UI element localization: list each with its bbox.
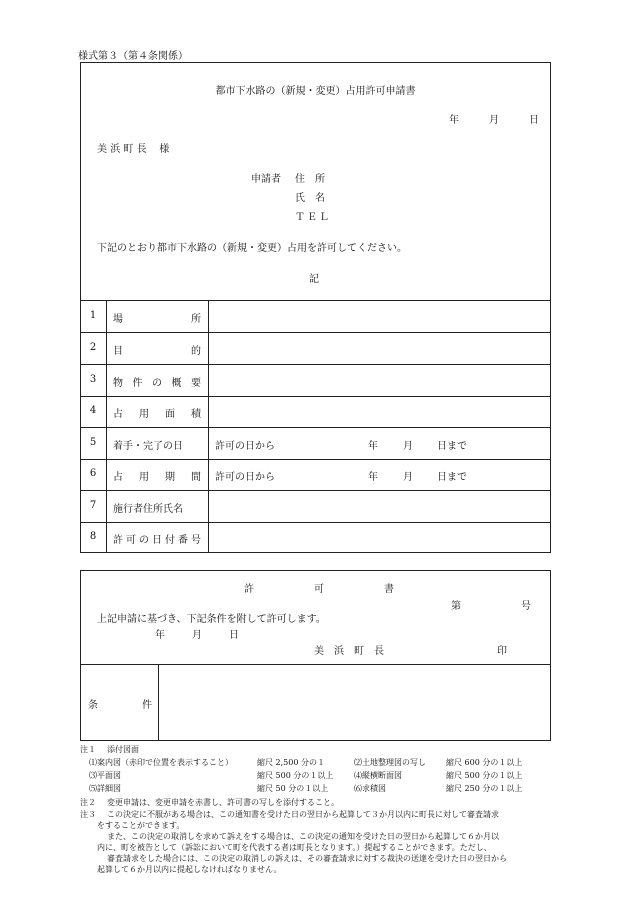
applicant-address-label: 住 所 — [295, 174, 325, 185]
attachment-item: ⑸詳細図 — [89, 784, 121, 793]
row-number: 6 — [89, 468, 97, 479]
row-month: 月 — [403, 441, 413, 452]
permit-title: 許 可 書 — [244, 584, 394, 595]
row-label: 施行者住所氏名 — [113, 504, 183, 515]
form-title: 都市下水路の（新規・変更）占用許可申請書 — [215, 86, 416, 97]
attachment-item: ⑷縦横断面図 — [354, 771, 402, 780]
applicant-name-label: 氏 名 — [295, 193, 325, 204]
row-label: 物 件 の 概 要 — [113, 378, 201, 389]
applicant-label: 申請者 — [251, 174, 281, 185]
row-label: 許 可 の 日 付 番 号 — [113, 535, 201, 546]
row-month: 月 — [403, 472, 413, 483]
note-3-line: をすることができます。 — [97, 821, 185, 830]
permit-number: 第 号 — [451, 601, 531, 612]
note-3-line: 審査請求をした場合には、この決定の取消しの訴えは、その審査請求に対する裁決の送達を受けた日の翌日から — [107, 854, 507, 863]
form-number: 様式第３（第４条関係） — [78, 51, 188, 62]
note-3-line: また、この決定の取消しを求めて訴えをする場合は、この決定の通知を受けた日の翌日から起算して６か月以 — [107, 832, 499, 841]
attachment-scale: 縮尺 50 分の１以上 — [257, 784, 329, 793]
permit-issuer: 美 浜 町 長 — [314, 646, 384, 657]
note-3-line: 内に、町を被告として（訴訟において町を代表する者は町長となります。）提起することができます。ただし、 — [97, 843, 492, 852]
row-value: 許可の日から — [215, 472, 275, 483]
seal-mark: 印 — [497, 646, 507, 657]
attachment-scale: 縮尺 600 分の１以上 — [446, 758, 523, 767]
note-2-label: 注２ — [80, 798, 96, 807]
conditions-label: 条 件 — [88, 700, 152, 711]
row-number: 1 — [89, 310, 97, 321]
application-date: 年 月 日 — [449, 115, 539, 126]
row-day: 日まで — [437, 441, 467, 452]
addressee: 美 浜 町 長 様 — [97, 144, 170, 155]
note-1-title: 添付図面 — [107, 745, 139, 754]
row-year: 年 — [368, 441, 378, 452]
permit-date: 年 月 日 — [155, 630, 239, 641]
row-label: 目 的 — [113, 346, 201, 357]
attachment-item: ⑴案内図（赤印で位置を表示すること） — [89, 758, 233, 767]
row-number: 4 — [89, 405, 97, 416]
permit-text: 上記申請に基づき、下記条件を附して許可します。 — [97, 614, 326, 625]
row-label: 占 用 期 間 — [113, 472, 201, 483]
attachment-item: ⑹求積図 — [354, 784, 386, 793]
row-number: 2 — [89, 342, 97, 353]
note-3-label: 注３ — [80, 810, 96, 819]
attachment-scale: 縮尺 500 分の１以上 — [446, 771, 523, 780]
row-label: 占 用 面 積 — [113, 409, 201, 420]
row-label: 場 所 — [113, 314, 201, 325]
attachment-scale: 縮尺 250 分の１以上 — [446, 784, 523, 793]
attachment-scale: 縮尺 500 分の１以上 — [257, 771, 334, 780]
row-value: 許可の日から — [215, 441, 275, 452]
applicant-tel-label: ＴＥＬ — [295, 212, 331, 223]
request-text: 下記のとおり都市下水路の（新規・変更）占用を許可してください。 — [97, 243, 407, 254]
row-number: 8 — [89, 531, 97, 542]
attachment-scale: 縮尺 2,500 分の１ — [257, 758, 325, 767]
note-3-line: この決定に不服がある場合は、この通知書を受けた日の翌日から起算して３か月以内に町長に対して審査請求 — [107, 810, 499, 819]
note-2-text: 変更申請は、変更申請を赤書し、許可書の写しを添付すること。 — [107, 798, 339, 807]
row-number: 3 — [89, 374, 97, 385]
ki-heading: 記 — [309, 274, 319, 285]
row-label: 着手・完了の日 — [113, 441, 183, 452]
row-year: 年 — [368, 472, 378, 483]
row-number: 7 — [89, 500, 97, 511]
attachment-item: ⑵土地整理図の写し — [354, 758, 426, 767]
note-3-line: 起算して６か月以内に提起しなければなりません。 — [97, 865, 282, 874]
row-number: 5 — [89, 437, 97, 448]
row-day: 日まで — [437, 472, 467, 483]
note-1-label: 注１ — [80, 745, 96, 754]
attachment-item: ⑶平面図 — [89, 771, 121, 780]
